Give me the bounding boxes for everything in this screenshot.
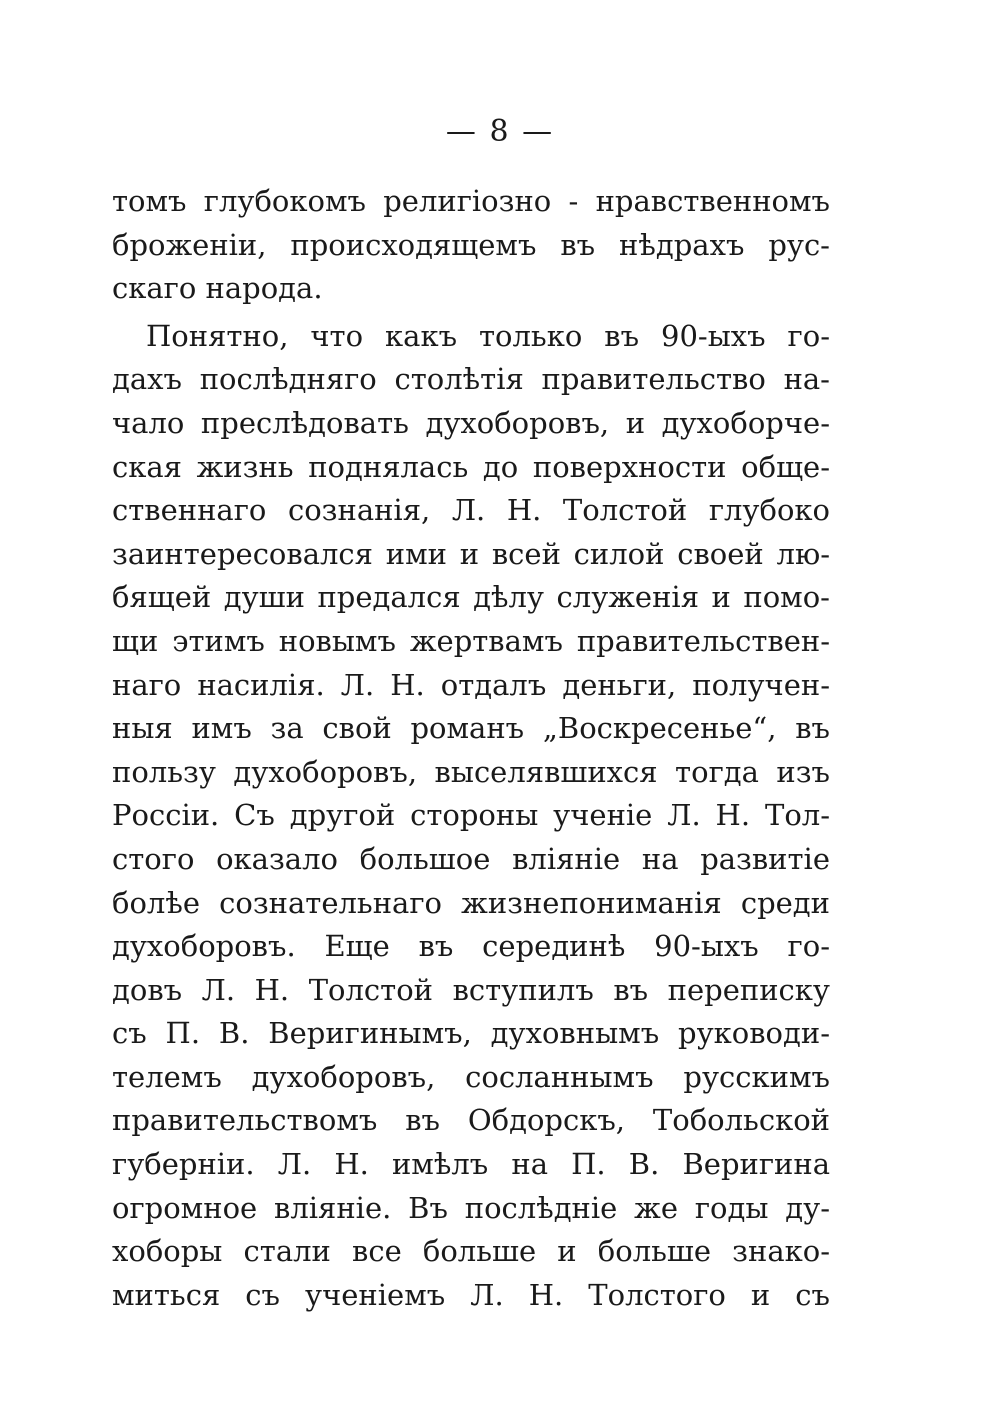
text-line: миться съ ученіемъ Л. Н. Толстого и съ [112,1277,830,1312]
page-number: — 8 — [445,114,555,149]
text-line: Понятно, что какъ только въ 90-ыхъ го- [146,318,830,353]
text-line: чало преслѣдовать духоборовъ, и духоборче- [112,405,830,440]
text-line: стого оказало большое вліяніе на развитіе [112,841,830,876]
text-line: ственнаго сознанія, Л. Н. Толстой глубоко [112,493,830,528]
text-line: ныя имъ за свой романъ „Воскресенье“, въ [112,711,830,746]
text-line: заинтересовался ими и всей силой своей лю- [112,536,830,571]
text-line: огромное вліяніе. Въ послѣдніе же годы ду- [112,1190,830,1225]
text-line: правительствомъ въ Обдорскъ, Тобольской [112,1103,830,1138]
text-line: Россіи. Съ другой стороны ученіе Л. Н. Тол- [112,798,830,833]
body-text [112,180,830,1317]
text-line: броженіи, происходящемъ въ нѣдрахъ рус- [112,227,830,262]
text-line: пользу духоборовъ, выселявшихся тогда изъ [112,754,830,789]
text-line: томъ глубокомъ религіозно - нравственномъ [112,184,830,218]
text-line: бящей души предался дѣлу служенія и помо- [112,580,830,615]
text-line: хоборы стали все больше и больше знако- [112,1234,830,1269]
text-line: довъ Л. Н. Толстой вступилъ въ переписку [112,972,830,1007]
text-line: болѣе сознательнаго жизнепониманія среди [112,885,830,920]
text-line: телемъ духоборовъ, сосланнымъ русскимъ [112,1059,830,1094]
text-line: наго насилія. Л. Н. отдалъ деньги, получен- [112,667,830,702]
text-line: дахъ послѣдняго столѣтія правительство на- [112,362,830,397]
text-line: ская жизнь поднялась до поверхности обще- [112,449,830,484]
text-line: губерніи. Л. Н. имѣлъ на П. В. Веригина [112,1147,830,1182]
text-line: скаго народа. [112,271,323,306]
text-line: съ П. В. Веригинымъ, духовнымъ руководи- [112,1016,830,1051]
text-line: духоборовъ. Еще въ серединѣ 90-ыхъ го- [112,929,830,964]
text-line: щи этимъ новымъ жертвамъ правительствен- [112,623,830,658]
